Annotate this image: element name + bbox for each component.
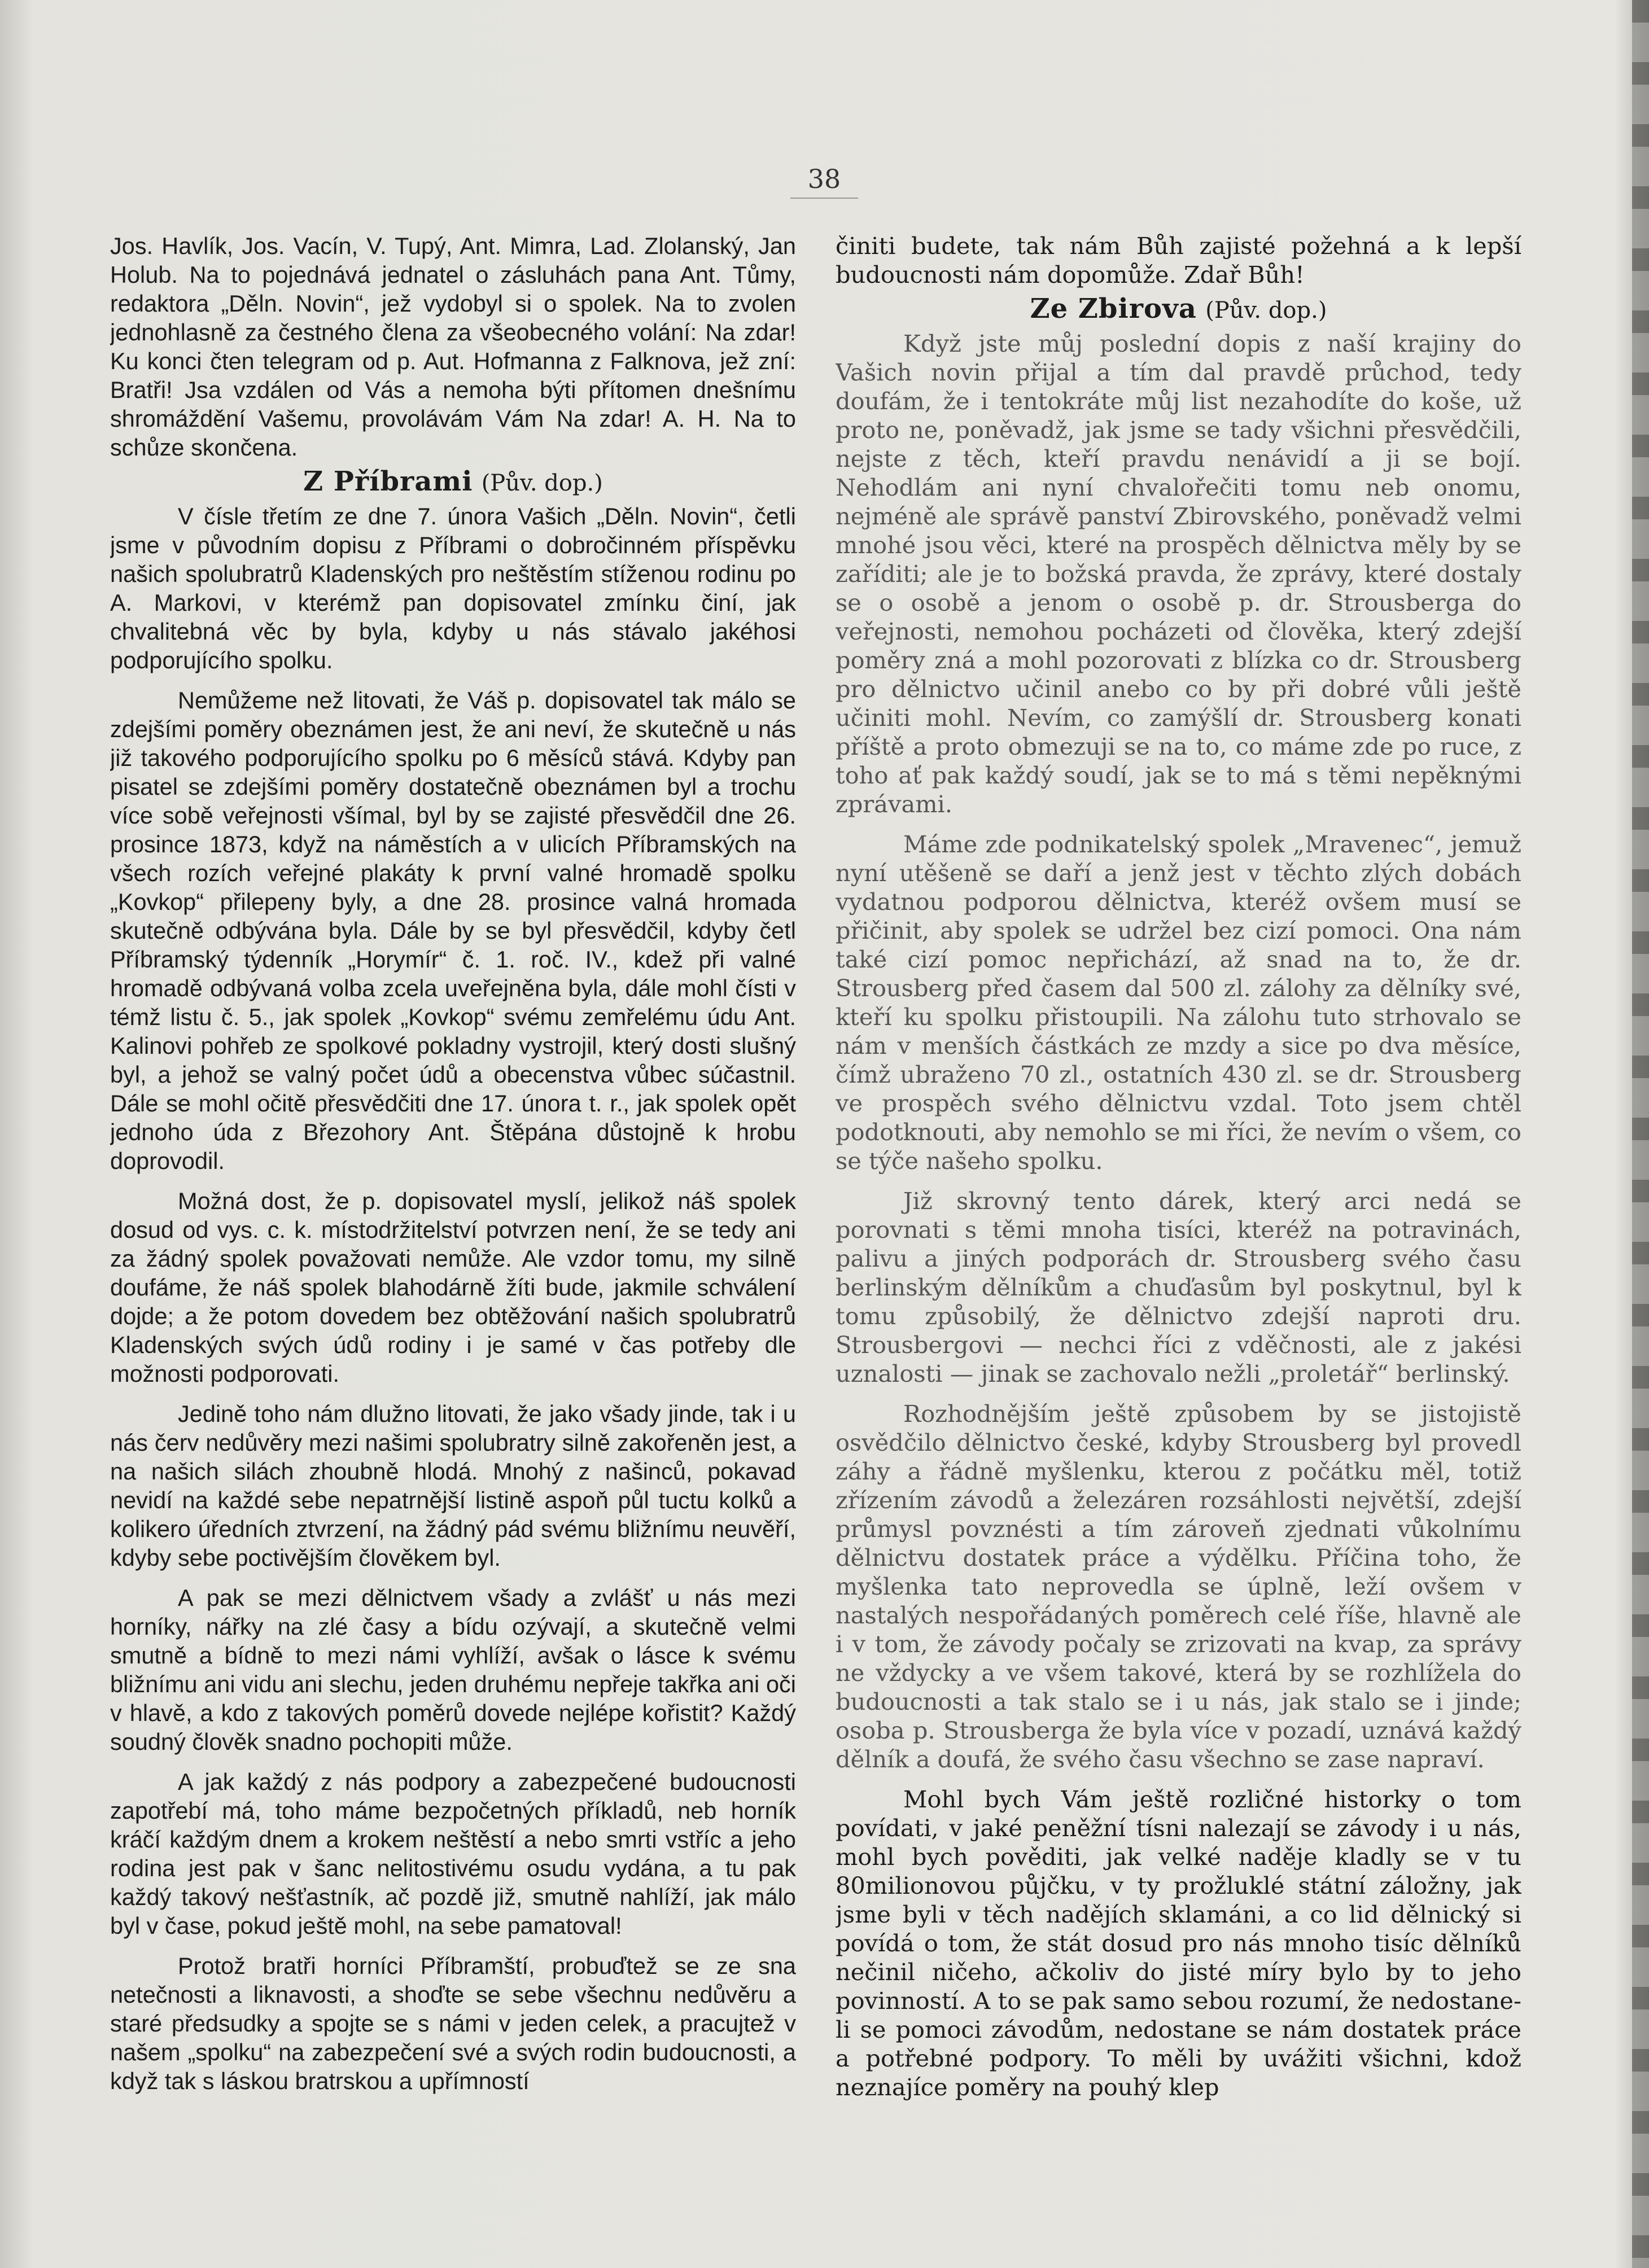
heading-title: Z Příbrami xyxy=(303,466,473,497)
paragraph: Máme zde podnikatelský spolek „Mravenec“, jemuž nyní utěšeně se daří a jenž jest v těchto zlých dobách vydatnou podporou dělnictva, kteréž ovšem musí se přičinit, aby spolek se udržel bez cizí pomoci. Ona nám také cizí pomoc nepřichází, až snad na to, že dr. Strousberg před časem dal 500 zl. zálohy za dělníky své, kteří ku spolku přistoupili. Na zálohu tuto strhovalo se nám v menších částkách ze mzdy a sice po dva měsíce, čímž ubraženo 70 zl., ostatních 430 zl. se dr. Strousberg ve prospěch svého dělnictvu vzdal. Toto jsem chtěl podotknouti, aby nemohlo se mi říci, že nevím o všem, co se týče našeho spolku. xyxy=(836,830,1521,1175)
paragraph: Nemůžeme než litovati, že Váš p. dopisovatel tak málo se zdejšími poměry obeznámen jest, že ani neví, že skutečně u nás již takového podporujícího spolku po 6 měsíců stává. Kdyby pan pisatel se zdejšími poměry dostatečně obeznámen byl a trochu více sobě veřejnosti všímal, byl by se zajisté přesvědčil dne 26. prosince 1873, když na náměstích a v ulicích Příbramských na všech rozích veřejné plakáty k první valné hromadě spolku „Kovkop“ přilepeny byly, a dne 28. prosince valná hromada skutečně odbývána byla. Dále by se byl přesvědčil, kdyby četl Příbramský týdenník „Horymír“ č. 1. roč. IV., kdež při valné hromadě odbývaná volba zcela uveřejněna byla, dále mohl čísti v témž listu č. 5., jak spolek „Kovkop“ svému zemřelému údu Ant. Kalinovi pohřeb ze spolkové pokladny vystrojil, který dosti slušný byl, a jehož se valný počet údů a obecenstva vůbec súčastnil. Dále se mohl očitě přesvědčiti dne 17. února t. r., jak spolek opět jednoho úda z Březohory Ant. Štěpána důstojně k hrobu doprovodil. xyxy=(110,687,796,1174)
scan-edge-marks xyxy=(1632,0,1649,2268)
paragraph: Rozhodnějším ještě způsobem by se jistojistě osvědčilo dělnictvo české, kdyby Strousberg byl provedl záhy a řádně myšlenku, kterou z počátku měl, totiž zřízením závodů a železáren rozsáhlosti největší, zdejší průmysl povznésti a tím zároveň zjednati vůkolnímu dělnictvu dostatek práce a výdělku. Příčina toho, že myšlenka tato neprovedla se úplně, leží ovšem v nastalých nespořádaných poměrech celé říše, hlavně ale i v tom, že závody počaly se zrizovati na kvap, za správy ne vždycky a ve všem takové, která by se rozhlížela do budoucnosti a tak stalo se i u nás, jak stalo se i jinde; osoba p. Strousberga že byla více v pozadí, uznává každý dělník a doufá, že svého času všechno se zase napraví. xyxy=(836,1400,1521,1773)
paragraph: A pak se mezi dělnictvem všady a zvlášť u nás mezi horníky, nářky na zlé časy a bídu ozývají, a skutečně velmi smutně a bídně to mezi námi vyhlíží, avšak o lásce k svému bližnímu ani vidu ani slechu, jeden druhému nepřeje takřka ani oči v hlavě, a kdo z takových poměrů dovede nejlépe kořistit? Každý soudný člověk snadno pochopiti může. xyxy=(110,1584,796,1755)
paragraph: Jos. Havlík, Jos. Vacín, V. Tupý, Ant. Mimra, Lad. Zlolanský, Jan Holub. Na to pojednává jednatel o zásluhách pana Ant. Tůmy, redaktora „Děln. Novin“, jež vydobyl si o spolek. Na to zvolen jednohlasně za čestného člena za všeobecného volání: Na zdar! Ku konci čten telegram od p. Aut. Hofmanna z Falknova, jež zní: Bratři! Jsa vzdálen od Vás a nemoha býti přítomen dnešnímu shromáždění Vašemu, provolávám Vám Na zdar! A. H. Na to schůze skončena. xyxy=(110,233,796,461)
heading-note: (Pův. dop.) xyxy=(481,470,603,496)
left-column xyxy=(110,231,796,2230)
paragraph: Již skrovný tento dárek, který arci nedá se porovnati s těmi mnoha tisíci, kteréž na potravinách, palivu a jiných podporách dr. Strousberg svého času berlinským dělníkům a chuďasům byl poskytnul, byl k tomu způsobilý, že dělnictvo zdejší naproti dru. Strousbergovi — nechci říci z vděčnosti, ale z jakési uznalosti — jinak se zachovalo nežli „proletář“ berlinský. xyxy=(836,1187,1521,1387)
paragraph: Když jste můj poslední dopis z naší krajiny do Vašich novin přijal a tím dal pravdě průchod, tedy doufám, že i tentokráte můj list nezahodíte do koše, už proto ne, poněvadž, jak jsme se tady všichni přesvědčili, nejste z těch, kteří pravdu nenávidí a ji se bojí. Nehodlám ani nyní chvalořečiti tomu neb onomu, nejméně ale správě panství Zbirovského, poněvadž velmi mnohé jsou věci, které na prospěch dělnictva měly by se zaříditi; ale je to božská pravda, že zprávy, které dostaly se o osobě a jenom o osobě p. dr. Strousberga do veřejnosti, nemohou pocházeti od člověka, který zdejší poměry zná a mohl pozorovati z blízka co dr. Strousberg pro dělnictvo učinil anebo co by při dobré vůli ještě učiniti mohl. Nevím, co zamýšlí dr. Strousberg konati příště a proto obmezuji se na to, co máme zde po ruce, z toho ať pak každý soudí, jak se to má s těmi nepěknými zprávami. xyxy=(836,330,1521,818)
page-number: 38 xyxy=(790,164,858,199)
paragraph: Jedině toho nám dlužno litovati, že jako všady jinde, tak i u nás červ nedůvěry mezi našimi spolubratry silně zakořeněn jest, a na našich silách zhoubně hlodá. Mnohý z našinců, pokavad nevidí na každé sebe nepatrnější listině aspoň půl tuctu kolků a kolikero úředních ztvrzení, na žádný pád svému bližnímu neuvěří, kdyby sebe poctivějším člověkem byl. xyxy=(110,1400,796,1571)
paragraph: A jak každý z nás podpory a zabezpečené budoucnosti zapotřebí má, toho máme bezpočetných příkladů, neb horník kráčí každým dnem a krokem neštěstí a nebo smrti vstříc a jeho rodina jest pak v šanc nelitostivému osudu vydána, a tu pak každý takový nešťastník, ač pozdě již, smutně nahlíží, jak málo byl v čase, pokud ještě mohl, na sebe pamatoval! xyxy=(110,1768,796,1939)
heading-title: Ze Zbirova xyxy=(1030,293,1197,325)
paragraph: Možná dost, že p. dopisovatel myslí, jelikož náš spolek dosud od vys. c. k. místodržitelství potvrzen není, že se tedy ani za žádný spolek považovati nemůže. Ale vzdor tomu, my silně doufáme, že náš spolek blahodárně žíti bude, jakmile schválení dojde; a že potom dovedem bez obtěžování našich spolubratrů Kladenských svých údů rodiny i je samé v čas potřeby dle možnosti podporovati. xyxy=(110,1188,796,1387)
paragraph: Mohl bych Vám ještě rozličné historky o tom povídati, v jaké peněžní tísni nalezají se závody i u nás, mohl bych pověditi, jak velké naděje kladly se v tu 80milionovou půjčku, v ty prožluklé státní záložny, jak jsme byli v těch nadějích sklamáni, a co lid dělnický si povídá o tom, že stát dosud pro nás mnoho tisíc dělníků nečinil ničeho, ačkoliv do jisté míry bylo by to jeho povinností. A to se pak samo sebou rozumí, že nedostane-li se pomoci závodům, nedostane se nám dostatek práce a potřebné podpory. To měli by uvážiti všichni, kdož neznajíce poměry na pouhý klep xyxy=(836,1785,1521,2101)
section-heading xyxy=(110,464,796,501)
newspaper-page xyxy=(85,141,1541,2230)
section-heading xyxy=(836,291,1521,328)
paragraph: činiti budete, tak nám Bůh zajisté požehná a k lepší budoucnosti nám dopomůže. Zdař Bůh! xyxy=(836,232,1521,288)
heading-note: (Pův. dop.) xyxy=(1205,297,1327,323)
paragraph: V čísle třetím ze dne 7. února Vašich „Děln. Novin“, četli jsme v původním dopisu z Příbrami o dobročinném příspěvku našich spolubratrů Kladenských pro neštěstím stíženou rodinu po A. Markovi, v kterémž pan dopisovatel zmínku činí, jak chvalitebná věc by byla, kdyby u nás stávalo jakéhosi podporujícího spolku. xyxy=(110,503,796,673)
right-column xyxy=(836,231,1521,2230)
paragraph: Protož bratři horníci Příbramští, probuďtež se ze sna netečnosti a liknavosti, a shoďte se sebe všechnu nedůvěru a staré předsudky a spojte se s námi v jeden celek, a pracujtež v našem „spolku“ na zabezpečení své a svých rodin budoucnosti, a když tak s láskou bratrskou a upřímností xyxy=(110,1952,796,2094)
